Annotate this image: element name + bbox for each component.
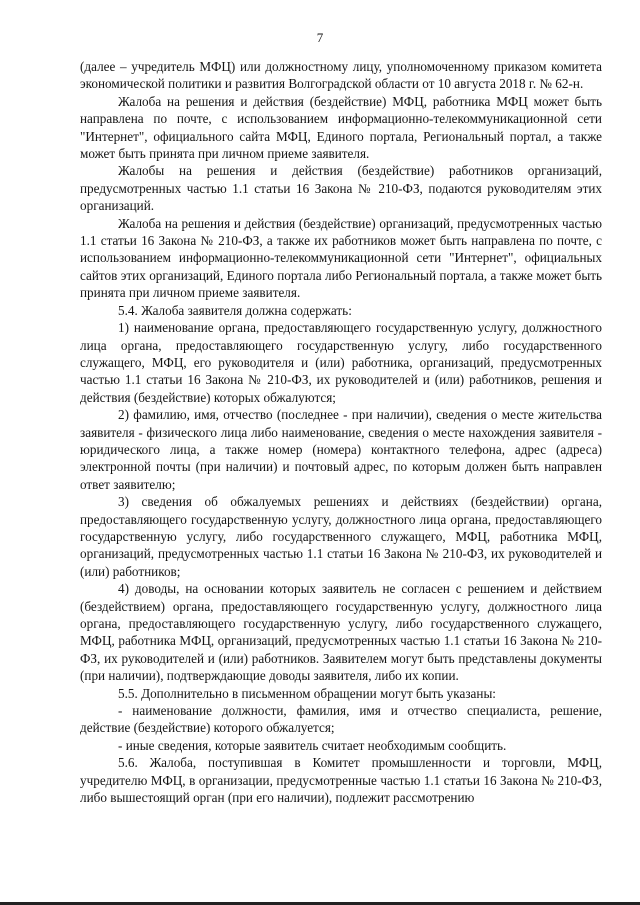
list-item: - иные сведения, которые заявитель считает необходимым сообщить. [118, 737, 507, 753]
list-item: - наименование должности, фамилия, имя и отчество специалиста, решение, действие (бездействие) которого обжалуется; [80, 703, 602, 736]
paragraph: 5.6. Жалоба, поступившая в Комитет промышленности и торговли, МФЦ, учредителю МФЦ, в организации, предусмотренные частью 1.1 статьи 16 Закона № 210-ФЗ, либо вышестоящий орган (при его наличии), подлежит рассмотрению [80, 755, 602, 806]
document-body [80, 58, 602, 806]
paragraph: Жалоба на решения и действия (бездействие) МФЦ, работника МФЦ может быть направлена по почте, с использованием информационно-телекоммуникационной сети "Интернет", официального сайта МФЦ, Единого портала, Региональный портал, а также может быть принята при личном приеме заявителя. [80, 93, 602, 162]
section-heading: 5.5. Дополнительно в письменном обращении могут быть указаны: [118, 685, 496, 701]
section-heading: 5.4. Жалоба заявителя должна содержать: [118, 302, 352, 318]
paragraph: (далее – учредитель МФЦ) или должностному лицу, уполномоченному приказом комитета экономической политики и развития Волгоградской области от 10 августа 2018 г. № 62-н. [80, 59, 602, 92]
paragraph: Жалобы на решения и действия (бездействие) работников организаций, предусмотренных частью 1.1 статьи 16 Закона № 210-ФЗ, подаются руководителям этих организаций. [80, 163, 602, 214]
page-number: 7 [316, 30, 324, 45]
list-item: 4) доводы, на основании которых заявитель не согласен с решением и действием (бездействием) органа, предоставляющего государственную услугу, должностного лица органа, предоставляющего государственную услугу, либо государственного служащего, МФЦ, работника МФЦ, организаций, предусмотренных частью 1.1 статьи 16 Закона № 210-ФЗ, их руководителей и (или) работников. Заявителем могут быть представлены документы (при наличии), подтверждающие доводы заявителя, либо их копии. [80, 581, 602, 684]
list-item: 2) фамилию, имя, отчество (последнее - при наличии), сведения о месте жительства заявителя - физического лица либо наименование, сведения о месте нахождения заявителя - юридического лица, а также номер (номера) контактного телефона, адрес (адреса) электронной почты (при наличии) и почтовый адрес, по которым должен быть направлен ответ заявителю; [80, 407, 602, 492]
list-item: 3) сведения об обжалуемых решениях и действиях (бездействии) органа, предоставляющего государственную услугу, должностного лица органа, предоставляющего государственную услугу, либо государственного служащего, МФЦ, работника МФЦ, организаций, предусмотренных частью 1.1 статьи 16 Закона № 210-ФЗ, их руководителей и (или) работников; [80, 494, 602, 579]
list-item: 1) наименование органа, предоставляющего государственную услугу, должностного лица органа, предоставляющего государственную услугу, либо государственного служащего, МФЦ, его руководителя и (или) работника, организаций, предусмотренных частью 1.1 статьи 16 Закона № 210-ФЗ, их руководителей и (или) работников, решения и действия (бездействие) которых обжалуются; [80, 320, 602, 405]
paragraph: Жалоба на решения и действия (бездействие) организаций, предусмотренных частью 1.1 статьи 16 Закона № 210-ФЗ, а также их работников может быть направлена по почте, с использованием информационно-телекоммуникационной сети "Интернет", официальных сайтов этих организаций, Единого портала либо Региональный портала, а также может быть принята при личном приеме заявителя. [80, 215, 602, 301]
